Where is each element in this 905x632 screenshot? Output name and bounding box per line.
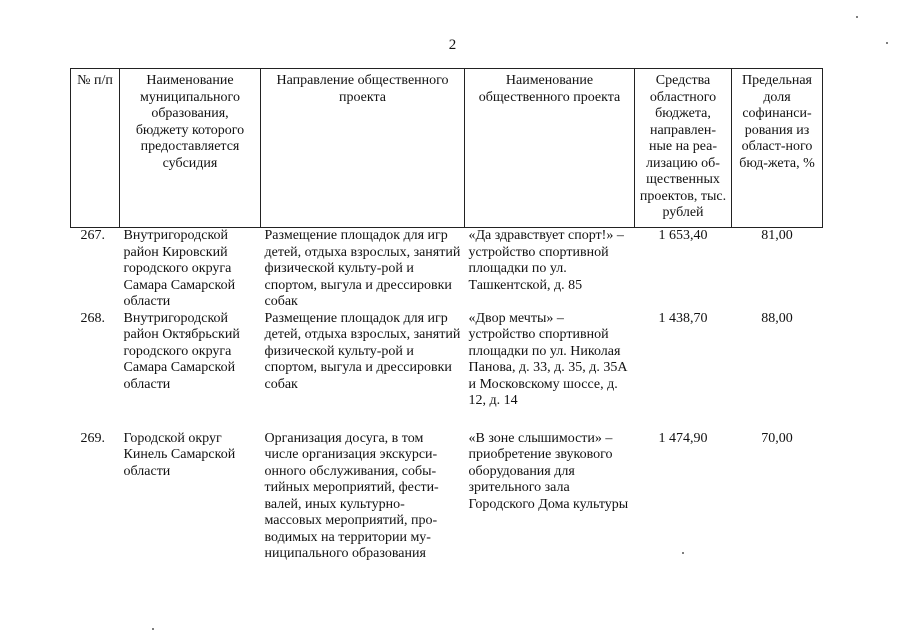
scan-speck	[856, 16, 858, 18]
header-funds: Средства областного бюджета, направлен-ные на реа-лизацию об-щественных проектов, тыс. рублей	[635, 69, 732, 228]
row-municipality: Городской округ Кинель Самарской области	[123, 430, 236, 479]
header-direction: Направление общественного проекта	[261, 69, 465, 228]
header-share: Предельная доля софинанси-рования из област-ного бюд-жета, %	[732, 69, 823, 228]
table-header-row	[71, 69, 823, 228]
row-funds: 1 438,70	[658, 310, 708, 326]
row-project: «В зоне слышимости» – приобретение звукового оборудования для зрительного зала Городского Дома культуры	[468, 430, 629, 512]
row-share: 70,00	[761, 430, 793, 446]
row-funds: 1 653,40	[658, 228, 708, 243]
row-direction: Организация досуга, в том числе организация экскурси-онного обслуживания, собы-тийных мероприятий, фести-валей, иных культурно-массовых мероприятий, про-водимых на территории му-ниципального образования	[264, 430, 439, 561]
header-municipality: Наименование муниципального образования, бюджету которого предоставляется субсидия	[120, 69, 261, 228]
row-municipality: Внутригородской район Октябрьский городского округа Самара Самарской области	[123, 310, 240, 392]
row-number: 267.	[80, 228, 105, 243]
scan-speck	[886, 42, 888, 44]
table-row	[71, 431, 823, 581]
header-project-name: Наименование общественного проекта	[465, 69, 635, 228]
row-share: 81,00	[761, 228, 793, 243]
header-number: № п/п	[71, 69, 120, 228]
row-share: 88,00	[761, 310, 793, 326]
row-municipality: Внутригородской район Кировский городского округа Самара Самарской области	[123, 228, 236, 309]
scan-speck	[682, 552, 684, 554]
row-number: 269.	[80, 430, 105, 446]
row-direction: Размещение площадок для игр детей, отдыха взрослых, занятий физической культу-рой и спортом, выгула и дрессировки собак	[264, 228, 461, 309]
row-project: «Двор мечты» – устройство спортивной площадки по ул. Николая Панова, д. 33, д. 35, д. 35А и Московскому шоссе, д. 12, д. 14	[468, 310, 628, 408]
table-row	[71, 311, 823, 431]
scan-speck	[152, 628, 154, 630]
row-project: «Да здравствует спорт!» – устройство спортивной площадки по ул. Ташкентской, д. 85	[468, 228, 624, 293]
row-direction: Размещение площадок для игр детей, отдыха взрослых, занятий физической культу-рой и спортом, выгула и дрессировки собак	[264, 310, 461, 392]
row-number: 268.	[80, 310, 105, 326]
subsidy-table	[70, 68, 823, 581]
row-funds: 1 474,90	[658, 430, 708, 446]
table-row	[71, 228, 823, 311]
page-number: 2	[448, 37, 457, 53]
